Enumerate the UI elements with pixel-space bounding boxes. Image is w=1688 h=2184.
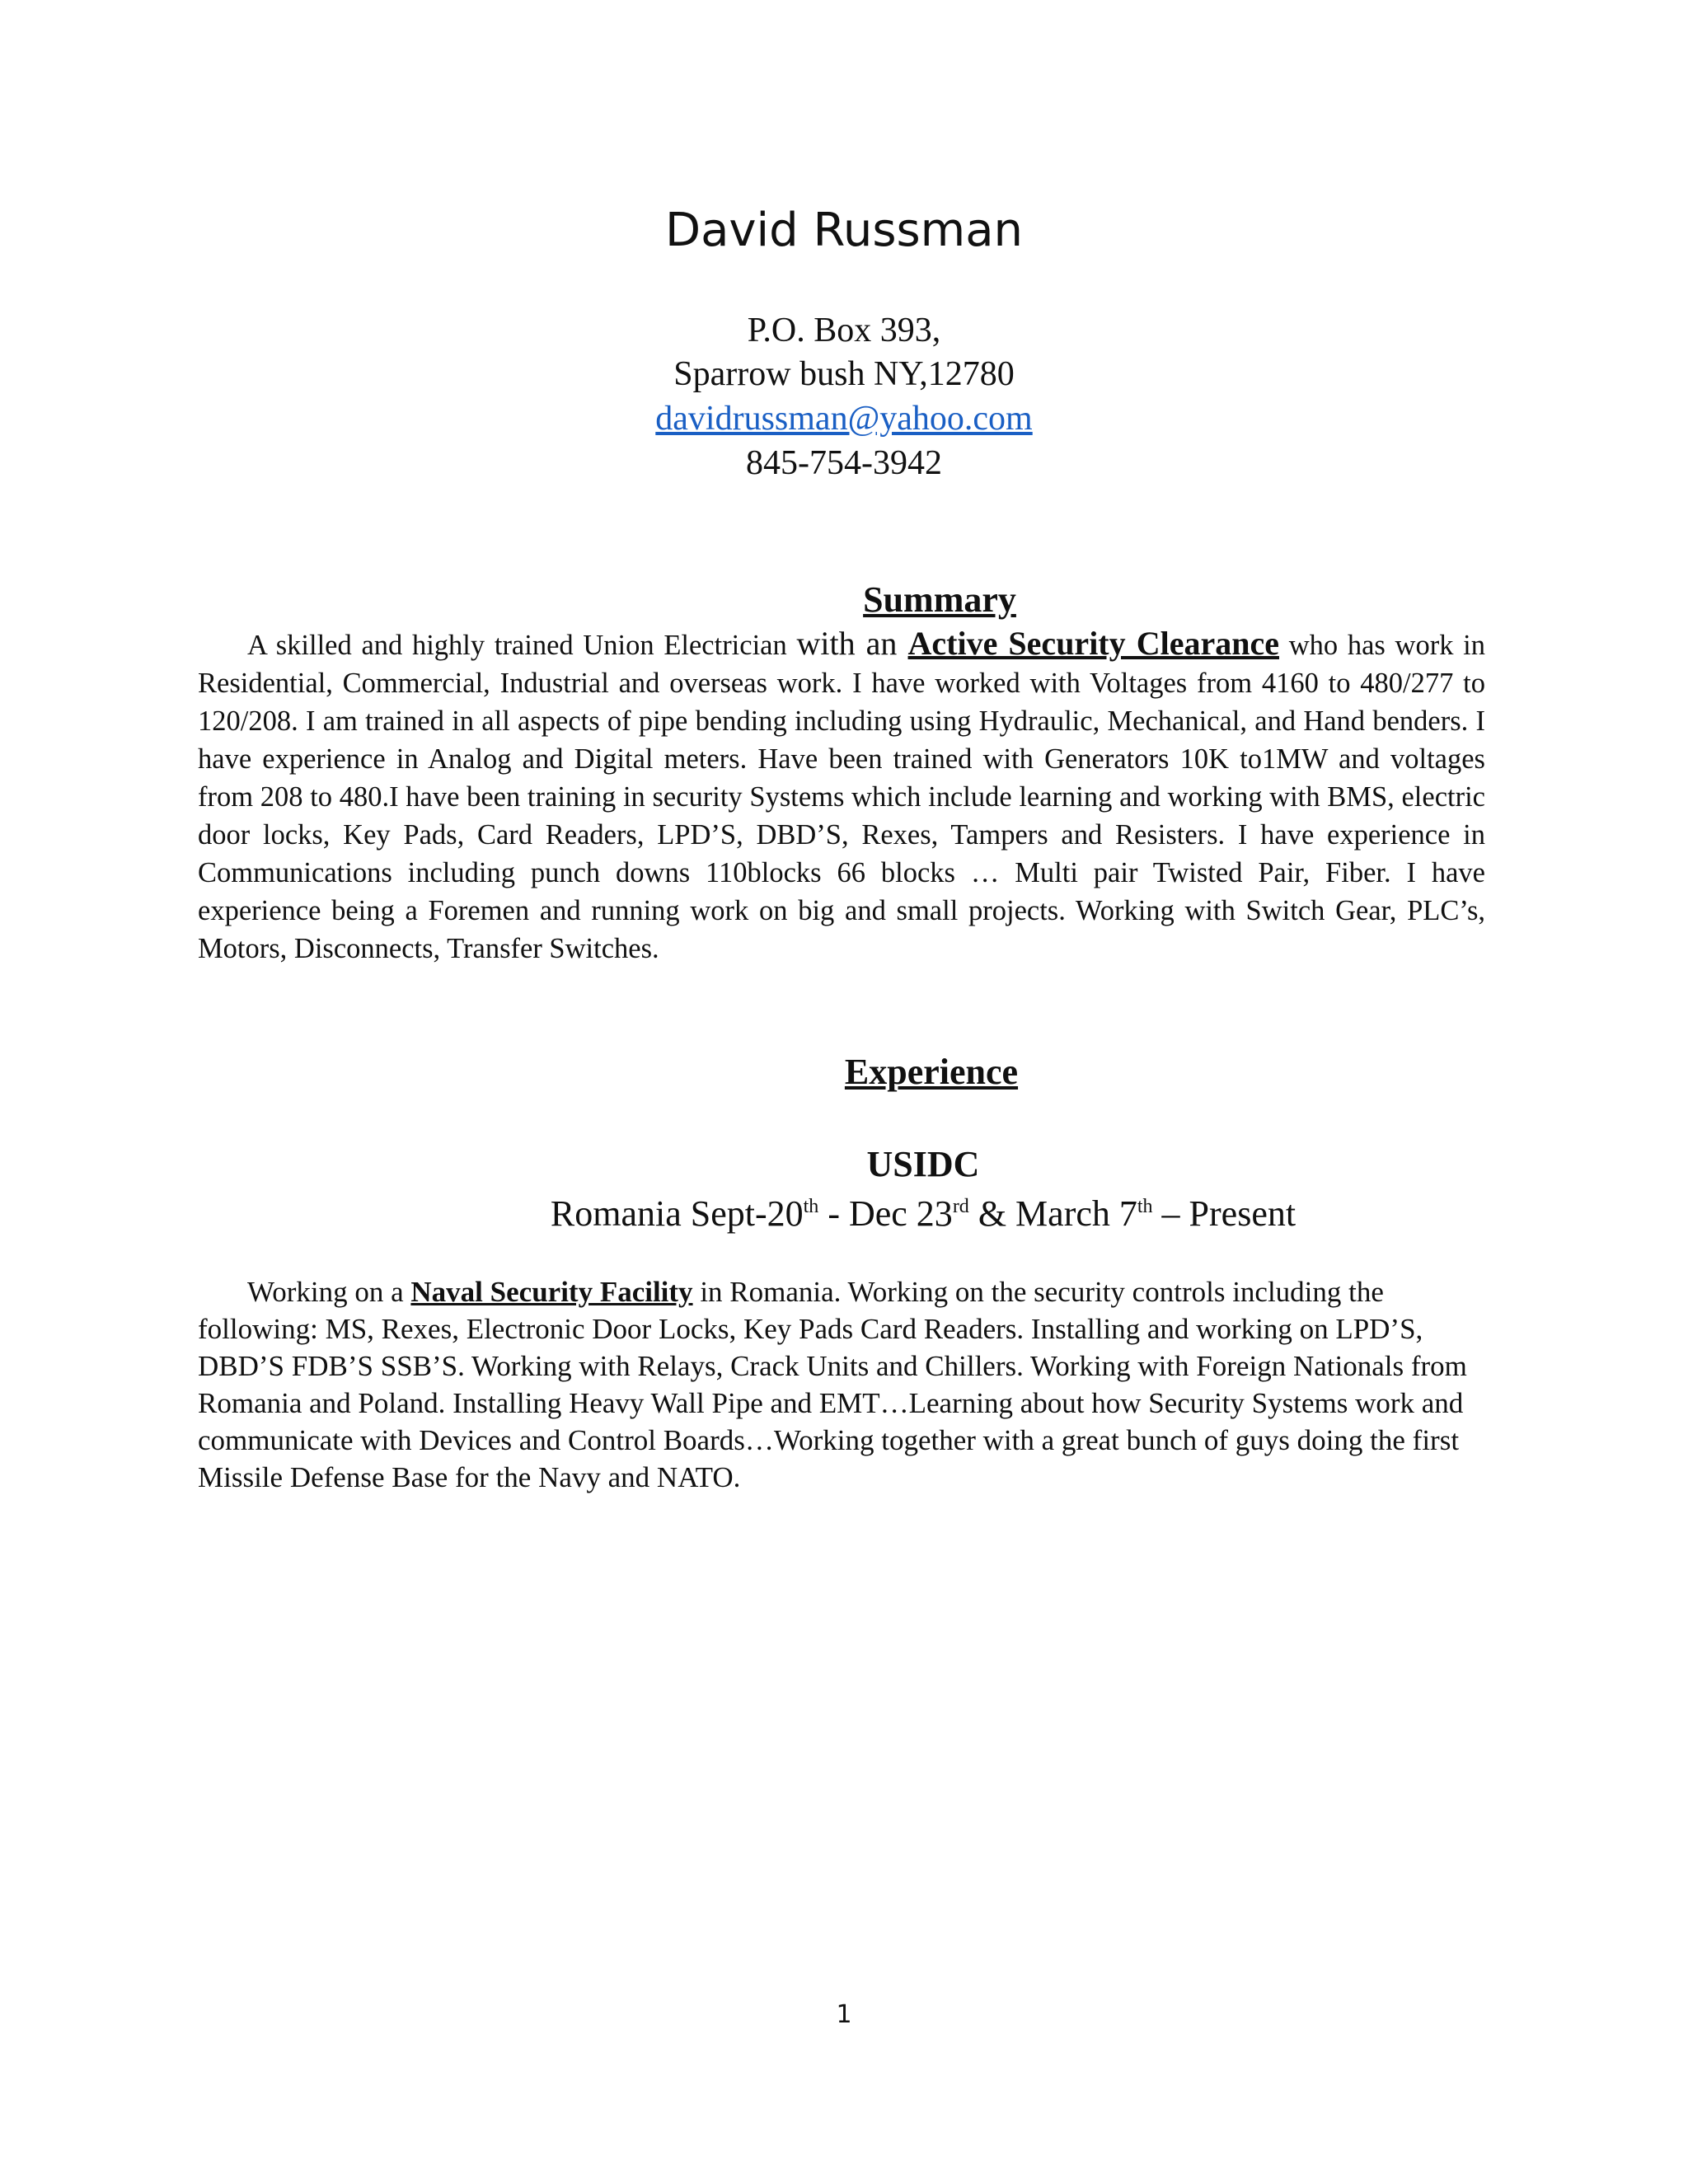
address-line-1: P.O. Box 393,: [747, 312, 941, 349]
period-sup-2: rd: [952, 1196, 969, 1217]
period-end: – Present: [1152, 1193, 1296, 1234]
period-sup-1: th: [803, 1196, 819, 1217]
naval-facility-highlight: Naval Security Facility: [410, 1276, 693, 1308]
page-number: 1: [836, 2000, 852, 2029]
summary-body: who has work in Residential, Commercial, Industrial and overseas work. I have worked with Voltages from 4160 to 480/277 to 120/208. I am trained in all aspects of pipe bending including using Hydraulic, Mechanical, and Hand benders. I have experience in Analog and Digital meters. Have been trained with Generators 10K to1MW and voltages from 208 to 480.I have been training in security Systems which include learning and working with BMS, electric door locks, Key Pads, Card Readers, LPD’S, DBD’S, Rexes, Tampers and Resisters. I have experience in Communications including punch downs 110blocks 66 blocks … Multi pair Twisted Pair, Fiber. I have experience being a Foremen and running work on big and small projects. Working with Switch Gear, PLC’s, Motors, Disconnects, Transfer Switches.: [198, 630, 1485, 964]
experience-desc-prefix: Working on a: [247, 1276, 411, 1308]
summary-heading: Summary: [863, 579, 1016, 620]
experience-heading: Experience: [844, 1052, 1019, 1092]
period-mid-1: - Dec 23: [818, 1193, 953, 1234]
email-link[interactable]: davidrussman@yahoo.com: [655, 400, 1033, 438]
summary-intro: A skilled and highly trained Union Electrician: [247, 630, 797, 661]
experience-description: [198, 1273, 1479, 1496]
phone-number: 845-754-3942: [746, 444, 942, 482]
experience-desc-body: in Romania. Working on the security controls including the following: MS, Rexes, Electronic Door Locks, Key Pads Card Readers. Installing and working on LPD’S, DBD’S FDB’S SSB’S. Working with Relays, Crack Units and Chillers. Working with Foreign Nationals from Romania and Poland. Installing Heavy Wall Pipe and EMT…Learning about how Security Systems work and communicate with Devices and Control Boards…Working together with a great bunch of guys doing the first Missile Defense Base for the Navy and NATO.: [198, 1276, 1467, 1493]
employment-period: [0, 1183, 1688, 1237]
period-start: Romania Sept-20: [550, 1193, 804, 1234]
summary-paragraph: [198, 625, 1485, 968]
security-clearance-highlight: Active Security Clearance: [907, 625, 1279, 662]
email-line: [0, 396, 1688, 441]
period-sup-3: th: [1137, 1196, 1153, 1217]
company-name: USIDC: [866, 1144, 980, 1184]
summary-with-an: with an: [796, 625, 908, 662]
applicant-name: David Russman: [664, 204, 1024, 257]
address-line-2: Sparrow bush NY,12780: [673, 355, 1015, 393]
period-mid-2: & March 7: [968, 1193, 1137, 1234]
